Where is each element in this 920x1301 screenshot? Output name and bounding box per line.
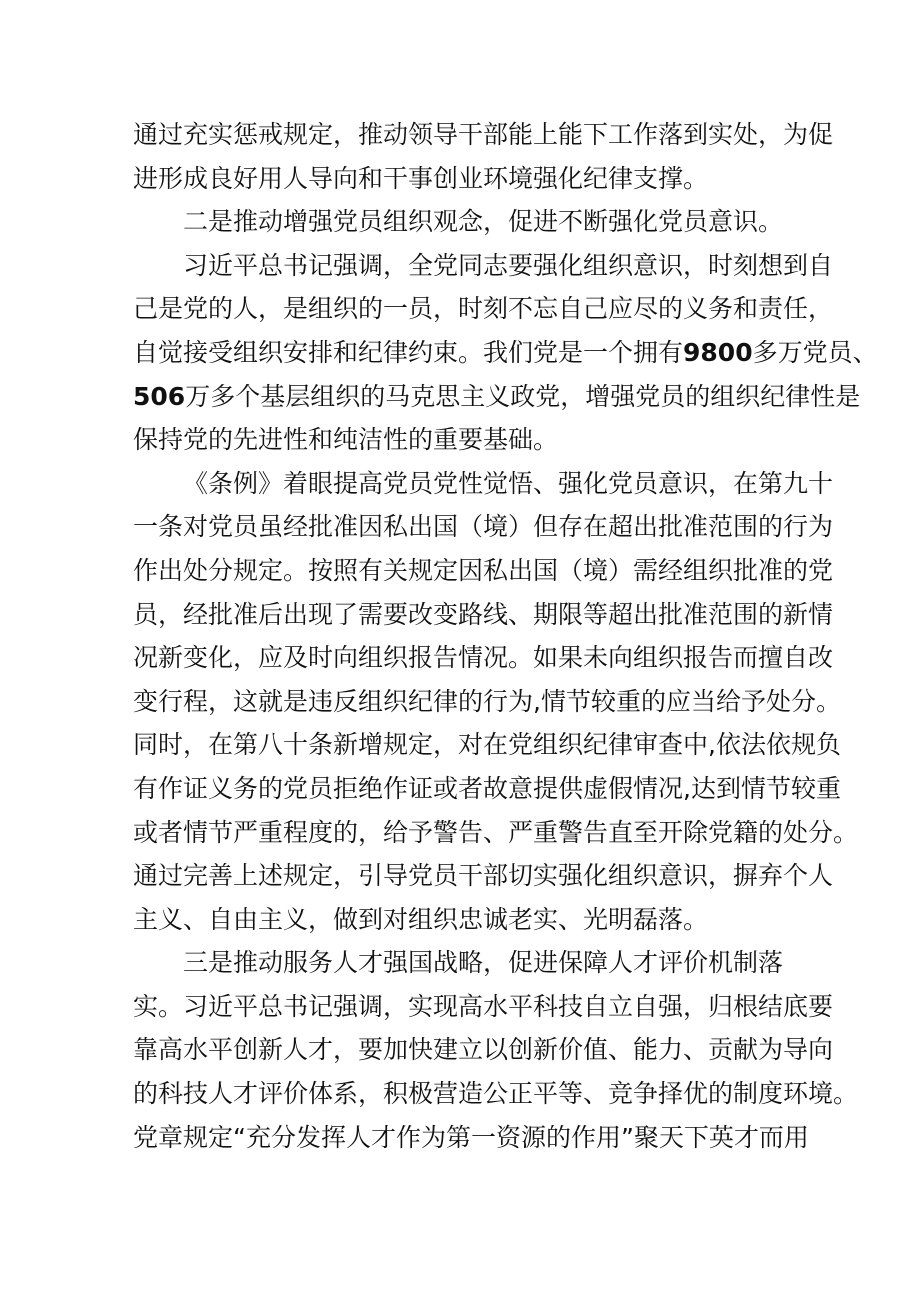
text-line: 《条例》着眼提高党员党性觉悟、强化党员意识，在第九十 <box>183 468 834 498</box>
text-line: 通过充实惩戒规定，推动领导干部能上能下工作落到实处，为促 <box>133 120 834 149</box>
text-line: 习近平总书记强调，全党同志要强化组织意识，时刻想到自 <box>183 250 834 280</box>
text-line: 主义、自由主义，做到对组织忠诚老实、光明磊落。 <box>133 904 709 934</box>
text-line: 变行程，这就是违反组织纪律的行为,情节较重的应当给予处分。 <box>133 686 841 716</box>
section-heading: 三是推动服务人才强国战略，促进保障人才评价机制落 <box>183 948 784 978</box>
text-line: 保持党的先进性和纯洁性的重要基础。 <box>133 425 559 455</box>
text-line: 己是党的人，是组织的一员，时刻不忘自己应尽的义务和责任， <box>133 294 834 324</box>
text-segment: 多万党员、 <box>752 337 878 367</box>
text-segment: 自觉接受组织安排和纪律约束。我们党是一个拥有 <box>133 337 684 367</box>
text-line: 通过完善上述规定，引导党员干部切实强化组织意识，摒弃个人 <box>133 861 834 891</box>
text-line: 实。习近平总书记强调，实现高水平科技自立自强，归根结底要 <box>133 991 834 1021</box>
text-line: 有作证义务的党员拒绝作证或者故意提供虚假情况,达到情节较重 <box>133 773 841 803</box>
text-line: 党章规定“充分发挥人才作为第一资源的作用”聚天下英才而用 <box>133 1122 809 1152</box>
text-line: 作出处分规定。按照有关规定因私出国（境）需经组织批准的党 <box>133 555 834 585</box>
organization-count: 506 <box>133 381 186 411</box>
text-line: 同时，在第八十条新增规定，对在党组织纪律审查中,依法依规负 <box>133 730 841 760</box>
text-line: 进形成良好用人导向和干事创业环境强化纪律支撑。 <box>133 163 709 193</box>
party-member-count: 9800 <box>683 337 753 367</box>
text-line <box>133 375 861 419</box>
text-line: 一条对党员虽经批准因私出国（境）但存在超出批准范围的行为 <box>133 512 834 542</box>
section-heading: 二是推动增强党员组织观念，促进不断强化党员意识。 <box>183 207 784 237</box>
text-line: 靠高水平创新人才，要加快建立以创新价值、能力、贡献为导向 <box>133 1035 834 1065</box>
document-body <box>133 113 878 1159</box>
text-line: 员，经批准后出现了需要改变路线、期限等超出批准范围的新情 <box>133 599 834 629</box>
text-line: 况新变化，应及时向组织报告情况。如果未向组织报告而擅自改 <box>133 643 834 673</box>
text-line: 的科技人才评价体系，积极营造公正平等、竞争择优的制度环境。 <box>133 1079 859 1109</box>
text-segment: 万多个基层组织的马克思主义政党，增强党员的组织纪律性是 <box>185 381 861 411</box>
text-line <box>133 331 878 375</box>
text-line: 或者情节严重程度的，给予警告、严重警告直至开除党籍的处分。 <box>133 817 859 847</box>
